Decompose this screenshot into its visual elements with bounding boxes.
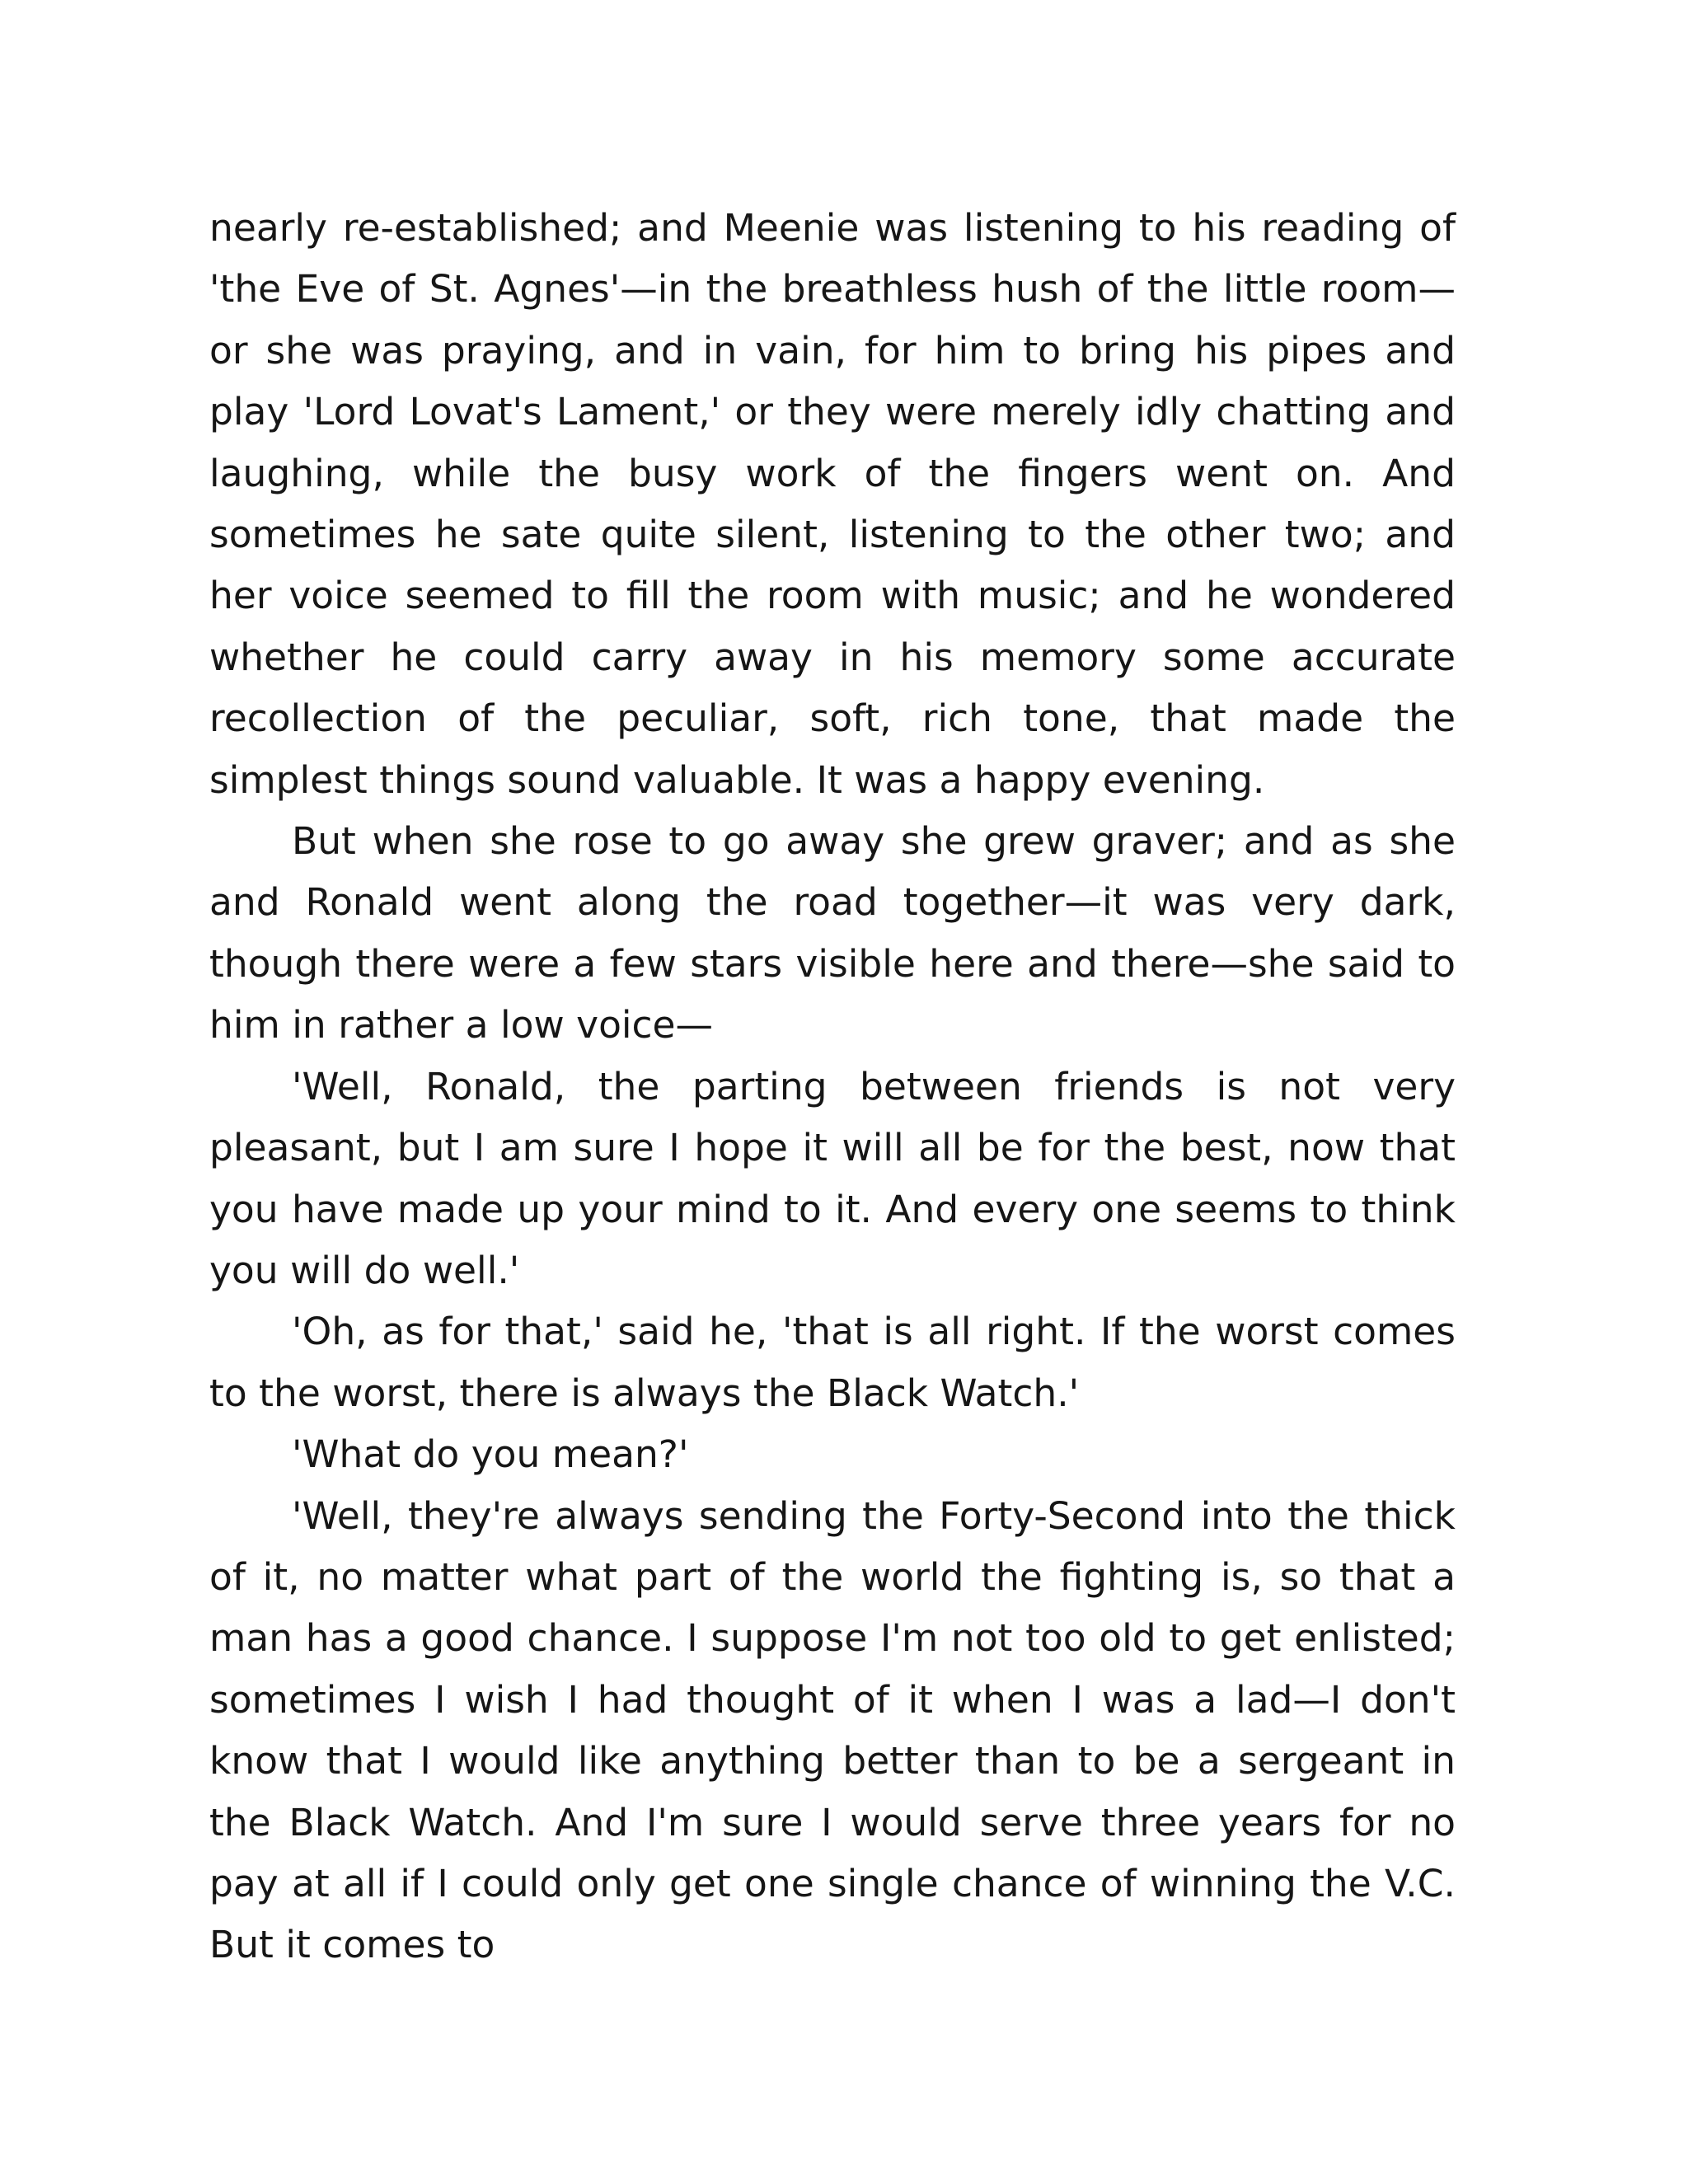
- paragraph-5: 'What do you mean?': [292, 1432, 689, 1477]
- page-body-text: [209, 198, 1456, 1976]
- paragraph-3: 'Well, Ronald, the parting between friends is not very pleasant, but I am sure I hope it will all be for the best, now that you have made up your mind to it. And every one seems to think you will do well.': [209, 1064, 1456, 1292]
- paragraph-2: But when she rose to go away she grew graver; and as she and Ronald went along the road together—it was very dark, though there were a few stars visible here and there—she said to him in rather a low voice—: [209, 819, 1456, 1047]
- paragraph-4: 'Oh, as for that,' said he, 'that is all right. If the worst comes to the worst, there is always the Black Watch.': [209, 1310, 1456, 1415]
- paragraph-1: nearly re-established; and Meenie was listening to his reading of 'the Eve of St. Agnes'—in the breathless hush of the little room—or she was praying, and in vain, for him to bring his pipes and play 'Lord Lovat's Lament,' or they were merely idly chatting and laughing, while the busy work of the fingers went on. And sometimes he sate quite silent, listening to the other two; and her voice seemed to fill the room with music; and he wondered whether he could carry away in his memory some accurate recollection of the peculiar, soft, rich tone, that made the simplest things sound valuable. It was a happy evening.: [209, 206, 1456, 802]
- paragraph-6: 'Well, they're always sending the Forty-Second into the thick of it, no matter what part of the world the fighting is, so that a man has a good chance. I suppose I'm not too old to get enlisted; sometimes I wish I had thought of it when I was a lad—I don't know that I would like anything better than to be a sergeant in the Black Watch. And I'm sure I would serve three years for no pay at all if I could only get one single chance of winning the V.C. But it comes to: [209, 1493, 1456, 1967]
